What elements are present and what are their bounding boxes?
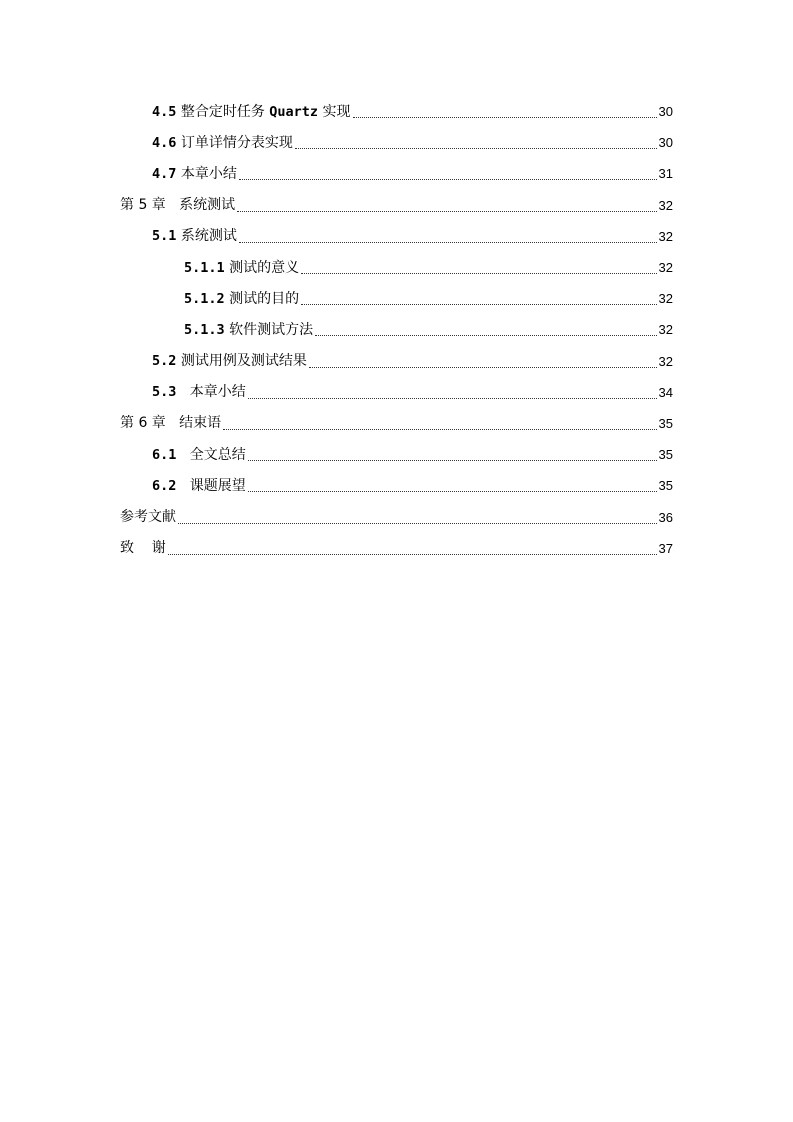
page-number: 37 bbox=[658, 540, 673, 556]
section-label-tail: 实现 bbox=[318, 103, 351, 120]
toc-entry-4-6[interactable] bbox=[0, 127, 793, 158]
toc-entry-title bbox=[184, 259, 299, 277]
dot-leader bbox=[168, 554, 657, 555]
section-label: 全文总结 bbox=[176, 446, 246, 463]
section-label: 测试的目的 bbox=[224, 290, 300, 307]
section-number: 6.1 bbox=[152, 446, 177, 463]
toc-entry-5-3[interactable] bbox=[0, 377, 793, 408]
acknowledgements-title: 致 谢 bbox=[120, 540, 166, 557]
dot-leader bbox=[301, 304, 656, 305]
toc-entry-title bbox=[152, 477, 246, 495]
page-number: 32 bbox=[658, 353, 673, 369]
section-label: 订单详情分表实现 bbox=[176, 134, 293, 151]
dot-leader bbox=[315, 335, 656, 336]
dot-leader bbox=[301, 273, 656, 274]
toc-entry-5-1-1[interactable] bbox=[0, 252, 793, 283]
dot-leader bbox=[353, 117, 657, 118]
dot-leader bbox=[248, 460, 657, 461]
toc-entry-acknowledgements[interactable] bbox=[0, 533, 793, 564]
dot-leader bbox=[239, 242, 657, 243]
section-number: 4.5 bbox=[152, 103, 177, 120]
section-number: 5.1.3 bbox=[184, 321, 225, 338]
toc-entry-title bbox=[152, 352, 307, 370]
section-number: 5.1.1 bbox=[184, 259, 225, 276]
toc-entry-title bbox=[152, 103, 351, 121]
section-number: 4.7 bbox=[152, 165, 177, 182]
page-number: 34 bbox=[658, 384, 673, 400]
page-number: 32 bbox=[658, 291, 673, 307]
toc-entry-5-1-2[interactable] bbox=[0, 283, 793, 314]
section-label: 测试用例及测试结果 bbox=[176, 353, 307, 370]
page-number: 36 bbox=[658, 509, 673, 525]
dot-leader bbox=[178, 523, 657, 524]
section-number: 4.6 bbox=[152, 134, 177, 151]
page-number: 35 bbox=[658, 447, 673, 463]
toc-entry-5-1-3[interactable] bbox=[0, 314, 793, 345]
dot-leader bbox=[223, 429, 656, 430]
toc-entry-references[interactable] bbox=[0, 501, 793, 532]
toc-entry-6-2[interactable] bbox=[0, 470, 793, 501]
section-number: 5.1.2 bbox=[184, 290, 225, 307]
toc-entry-5-2[interactable] bbox=[0, 346, 793, 377]
toc-entry-title bbox=[184, 321, 313, 339]
dot-leader bbox=[248, 398, 657, 399]
toc-entry-4-5[interactable] bbox=[0, 96, 793, 127]
references-title: 参考文献 bbox=[120, 509, 176, 526]
dot-leader bbox=[309, 367, 657, 368]
section-label: 整合定时任务 bbox=[176, 103, 270, 120]
toc-entry-4-7[interactable] bbox=[0, 158, 793, 189]
section-label: 测试的意义 bbox=[224, 259, 300, 276]
section-label: 软件测试方法 bbox=[224, 321, 314, 338]
page-number: 30 bbox=[658, 104, 673, 120]
page-number: 32 bbox=[658, 322, 673, 338]
toc-entry-chapter-5[interactable] bbox=[0, 190, 793, 221]
section-number: 6.2 bbox=[152, 477, 177, 494]
dot-leader bbox=[295, 148, 657, 149]
page-number: 32 bbox=[658, 260, 673, 276]
toc-entry-title bbox=[184, 290, 299, 308]
section-number: 5.2 bbox=[152, 353, 177, 370]
toc-entry-chapter-6[interactable] bbox=[0, 408, 793, 439]
section-number: 5.3 bbox=[152, 384, 177, 401]
dot-leader bbox=[237, 211, 656, 212]
dot-leader bbox=[248, 491, 657, 492]
toc-entry-title bbox=[152, 227, 237, 245]
section-label: 课题展望 bbox=[176, 477, 246, 494]
page-number: 35 bbox=[658, 415, 673, 431]
dot-leader bbox=[239, 179, 657, 180]
page-number: 32 bbox=[658, 228, 673, 244]
section-label: 系统测试 bbox=[176, 228, 237, 245]
section-number: 5.1 bbox=[152, 228, 177, 245]
page-number: 35 bbox=[658, 478, 673, 494]
toc-entry-5-1[interactable] bbox=[0, 221, 793, 252]
page-number: 30 bbox=[658, 135, 673, 151]
toc-entry-title bbox=[152, 446, 246, 464]
toc-entry-6-1[interactable] bbox=[0, 439, 793, 470]
toc-entry-title bbox=[152, 165, 237, 183]
toc-entry-title bbox=[152, 383, 246, 401]
chapter-title: 第 5 章 系统测试 bbox=[120, 197, 236, 214]
table-of-contents bbox=[0, 96, 793, 564]
section-label-latin: Quartz bbox=[269, 103, 319, 120]
page-number: 31 bbox=[658, 166, 673, 182]
page-number: 32 bbox=[658, 197, 673, 213]
section-label: 本章小结 bbox=[176, 165, 237, 182]
toc-entry-title bbox=[152, 134, 293, 152]
section-label: 本章小结 bbox=[176, 384, 246, 401]
chapter-title: 第 6 章 结束语 bbox=[120, 415, 222, 432]
